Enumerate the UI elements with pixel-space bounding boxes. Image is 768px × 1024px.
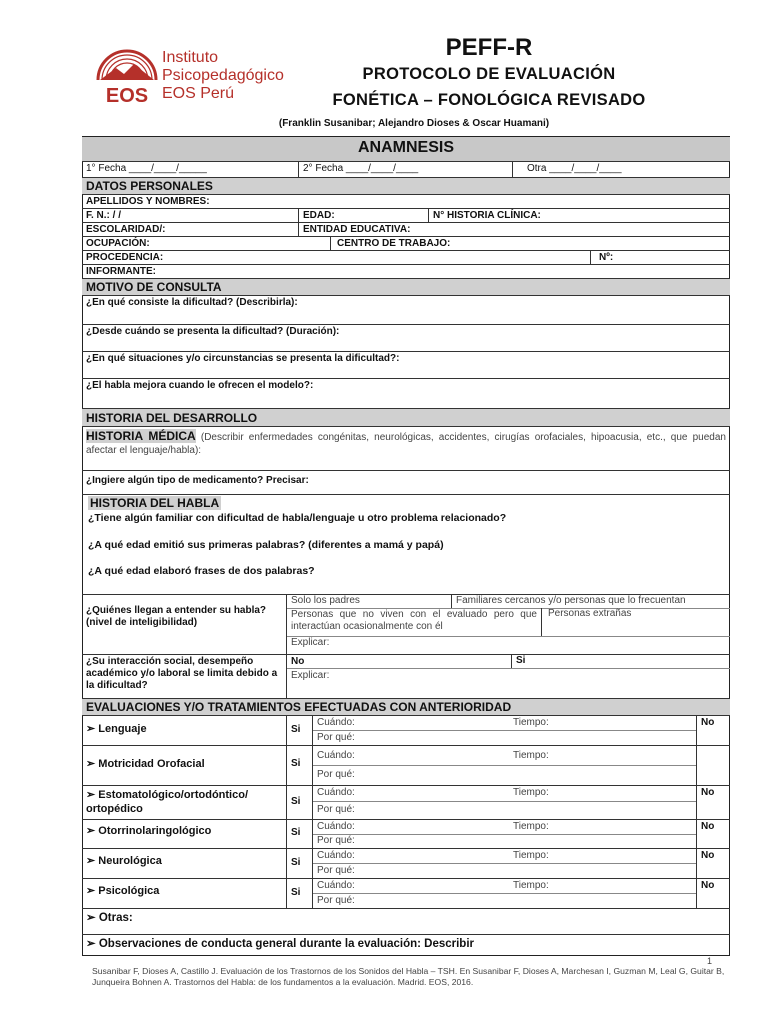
- doc-subtitle-1: PROTOCOLO DE EVALUACIÓN: [362, 65, 616, 83]
- fn-row: [82, 208, 730, 222]
- historia-medica-label: HISTORIA MÉDICA: [86, 429, 196, 443]
- procedencia-field[interactable]: PROCEDENCIA:: [86, 252, 164, 263]
- motivo-q1: ¿En qué consiste la dificultad? (Describirla):: [86, 297, 298, 308]
- eval-label-estomatologico: ➢ Estomatológico/ortodóntico/ ortopédico: [86, 789, 248, 815]
- eval-porque[interactable]: Por qué:: [317, 732, 355, 743]
- eval-label-lenguaje: ➢ Lenguaje: [86, 723, 147, 735]
- eval-fields-lenguaje: [312, 716, 696, 745]
- quienes-row: [82, 594, 730, 654]
- interaccion-question: ¿Su interacción social, desempeño académico y/o laboral se limita debido a la dificultad?: [86, 656, 278, 691]
- eval-cuando[interactable]: Cuándo:: [317, 787, 355, 798]
- doc-title: PEFF-R: [445, 34, 533, 61]
- eval-si-otorrino[interactable]: Si: [286, 820, 312, 848]
- fecha-1-field[interactable]: 1° Fecha ____/____/_____: [86, 163, 207, 174]
- eval-cuando[interactable]: Cuándo:: [317, 821, 355, 832]
- eval-label-psicologica: ➢ Psicológica: [86, 885, 160, 897]
- centro-trabajo-field[interactable]: CENTRO DE TRABAJO:: [330, 237, 730, 250]
- org-name-line3: EOS Perú: [162, 85, 235, 102]
- eval-si-psicologica[interactable]: Si: [286, 879, 312, 908]
- motivo-q3: ¿En qué situaciones y/o circunstancias se presenta la dificultad?:: [86, 353, 400, 364]
- habla-title: HISTORIA DEL HABLA: [90, 496, 220, 510]
- eval-tiempo[interactable]: Tiempo:: [513, 787, 549, 798]
- page-number: 1: [707, 956, 713, 966]
- entidad-field[interactable]: ENTIDAD EDUCATIVA:: [298, 223, 730, 236]
- authors: (Franklin Susanibar; Alejandro Dioses & Oscar Huamani): [278, 118, 550, 129]
- anamnesis-title: ANAMNESIS: [357, 139, 454, 156]
- eval-cuando[interactable]: Cuándo:: [317, 880, 355, 891]
- escolaridad-row: [82, 222, 730, 236]
- eval-fields-otorrino: [312, 820, 696, 848]
- eval-cuando[interactable]: Cuándo:: [317, 717, 355, 728]
- procedencia-row: [82, 250, 730, 264]
- informante-field[interactable]: INFORMANTE:: [86, 266, 156, 277]
- eval-no-neurologica[interactable]: No: [696, 849, 730, 878]
- historia-clinica-field[interactable]: N° HISTORIA CLÍNICA:: [428, 209, 730, 222]
- arrow-icon: ➢: [86, 885, 99, 897]
- motivo-q2: ¿Desde cuándo se presenta la dificultad? (Duración):: [86, 326, 340, 337]
- apellidos-field[interactable]: APELLIDOS Y NOMBRES:: [86, 196, 210, 207]
- observaciones-label: ➢ Observaciones de conducta general durante la evaluación: Describir: [86, 938, 475, 950]
- footer-citation: Susanibar F, Dioses A, Castillo J. Evaluación de los Trastornos de los Sonidos del Habla – TSH. En Susanibar F, Dioses A, Marchesan I, Guzman M, Leal G, Guitar B, Junqueira Bohnen A. Trastornos del Habla: de los fundamentos a la evaluación. Madrid. EOS, 2016.: [92, 966, 725, 987]
- opt-personas-extranas[interactable]: Personas extrañas: [541, 608, 631, 636]
- habla-q3: ¿A qué edad elaboró frases de dos palabras?: [88, 565, 315, 577]
- quienes-options: [286, 595, 730, 654]
- opt-familiares[interactable]: Familiares cercanos y/o personas que lo frecuentan: [451, 595, 686, 608]
- eval-cuando[interactable]: Cuándo:: [317, 750, 355, 761]
- historia-medica-text: [82, 427, 730, 470]
- eval-tiempo[interactable]: Tiempo:: [513, 750, 549, 761]
- eval-porque[interactable]: Por qué:: [317, 769, 355, 780]
- eval-label-otorrino: ➢ Otorrinolaringológico: [86, 825, 212, 837]
- datos-title: DATOS PERSONALES: [86, 179, 213, 193]
- org-name-line1: Instituto: [162, 49, 219, 66]
- medicamento-row[interactable]: [82, 470, 730, 494]
- informante-row: [82, 264, 730, 278]
- habla-q1: ¿Tiene algún familiar con dificultad de habla/lenguaje u otro problema relacionado?: [88, 512, 507, 524]
- eval-porque[interactable]: Por qué:: [317, 804, 355, 815]
- ocupacion-field[interactable]: OCUPACIÓN:: [86, 238, 150, 249]
- habla-block: [82, 494, 730, 594]
- desarrollo-title: HISTORIA DEL DESARROLLO: [86, 411, 258, 425]
- anamnesis-header: [82, 137, 730, 161]
- doc-subtitle-2: FONÉTICA – FONOLÓGICA REVISADO: [332, 91, 646, 109]
- motivo-q4-row[interactable]: [82, 378, 730, 408]
- eval-no-estomatologico[interactable]: No: [696, 786, 730, 819]
- eval-tiempo[interactable]: Tiempo:: [513, 850, 549, 861]
- eval-row-neurologica: [82, 848, 730, 878]
- eval-porque[interactable]: Por qué:: [317, 895, 355, 906]
- evaluaciones-header: [82, 698, 730, 715]
- eval-label-motricidad: ➢ Motricidad Orofacial: [86, 758, 205, 770]
- eval-row-motricidad: [82, 745, 730, 785]
- eval-tiempo[interactable]: Tiempo:: [513, 717, 549, 728]
- motivo-header: [82, 278, 730, 295]
- arrow-icon: ➢: [86, 789, 99, 801]
- otras-row[interactable]: [82, 908, 730, 934]
- org-name-line2: Psicopedagógico: [162, 67, 284, 84]
- motivo-q4: ¿El habla mejora cuando le ofrecen el modelo?:: [86, 380, 314, 391]
- otras-label: ➢ Otras:: [86, 912, 133, 924]
- motivo-q1-row[interactable]: [82, 295, 730, 324]
- interaccion-si[interactable]: Si: [511, 655, 525, 668]
- otra-fecha-field[interactable]: Otra ____/____/____: [512, 162, 730, 177]
- historia-medica-row[interactable]: [82, 426, 730, 470]
- numero-field[interactable]: Nº:: [590, 251, 730, 264]
- motivo-title: MOTIVO DE CONSULTA: [86, 280, 222, 294]
- medicamento-question: ¿Ingiere algún tipo de medicamento? Precisar:: [86, 475, 309, 486]
- arrow-icon: ➢: [86, 825, 99, 837]
- eval-fields-motricidad: [312, 746, 696, 785]
- eval-fields-estomatologico: [312, 786, 696, 819]
- arrow-icon: ➢: [86, 855, 99, 867]
- apellidos-row: [82, 194, 730, 208]
- eval-row-psicologica: [82, 878, 730, 908]
- motivo-q2-row[interactable]: [82, 324, 730, 351]
- arrow-icon: ➢: [86, 758, 99, 770]
- interaccion-explicar[interactable]: Explicar:: [291, 670, 330, 681]
- opt-solo-padres[interactable]: Solo los padres: [291, 595, 360, 606]
- eval-row-estomatologico: [82, 785, 730, 819]
- eval-no-otorrino[interactable]: No: [696, 820, 730, 848]
- arrow-icon: ➢: [86, 912, 99, 924]
- eval-si-motricidad[interactable]: Si: [286, 746, 312, 785]
- eval-tiempo[interactable]: Tiempo:: [513, 821, 549, 832]
- eval-row-otorrino: [82, 819, 730, 848]
- quienes-explicar[interactable]: Explicar:: [291, 637, 330, 648]
- eval-si-estomatologico[interactable]: Si: [286, 786, 312, 819]
- fn-field[interactable]: F. N.: / /: [86, 210, 121, 221]
- habla-q2: ¿A qué edad emitió sus primeras palabras? (diferentes a mamá y papá): [88, 539, 444, 551]
- interaccion-no[interactable]: No: [291, 656, 305, 667]
- eval-no-psicologica[interactable]: No: [696, 879, 730, 908]
- quienes-question: ¿Quiénes llegan a entender su habla? (nivel de inteligibilidad): [86, 605, 267, 628]
- fechas-row: [82, 161, 730, 177]
- eval-fields-psicologica: [312, 879, 696, 908]
- edad-field[interactable]: EDAD:: [298, 209, 428, 222]
- arrow-icon: ➢: [86, 723, 99, 735]
- eval-porque[interactable]: Por qué:: [317, 835, 355, 846]
- eval-si-lenguaje[interactable]: Si: [286, 716, 312, 745]
- interaccion-row: [82, 654, 730, 698]
- datos-header: [82, 177, 730, 194]
- eval-porque[interactable]: Por qué:: [317, 865, 355, 876]
- logo-text: EOS: [105, 85, 149, 106]
- evaluaciones-title: EVALUACIONES Y/O TRATAMIENTOS EFECTUADAS CON ANTERIORIDAD: [86, 700, 512, 714]
- eval-si-neurologica[interactable]: Si: [286, 849, 312, 878]
- opt-personas-no-viven[interactable]: Personas que no viven con el evaluado pero que interactúan ocasionalmente con él: [291, 609, 537, 632]
- eval-cuando[interactable]: Cuándo:: [317, 850, 355, 861]
- arrow-icon: ➢: [86, 938, 99, 950]
- eval-label-neurologica: ➢ Neurológica: [86, 855, 162, 867]
- observaciones-row[interactable]: [82, 934, 730, 956]
- ocupacion-row: [82, 236, 730, 250]
- historia-medica-description: (Describir enfermedades congénitas, neurológicas, accidentes, cirugías orofaciales, hipoacusia, etc., que puedan afectar el lenguaje/habla):: [86, 432, 726, 456]
- escolaridad-field[interactable]: ESCOLARIDAD/:: [86, 224, 166, 235]
- eval-no-motricidad[interactable]: [696, 746, 730, 785]
- fecha-2-field[interactable]: 2° Fecha ____/____/____: [298, 162, 512, 177]
- interaccion-answers: [286, 655, 730, 698]
- eval-no-lenguaje[interactable]: No: [696, 716, 730, 745]
- eval-row-lenguaje: [82, 715, 730, 745]
- motivo-q3-row[interactable]: [82, 351, 730, 378]
- eval-fields-neurologica: [312, 849, 696, 878]
- eval-tiempo[interactable]: Tiempo:: [513, 880, 549, 891]
- desarrollo-header: [82, 408, 730, 426]
